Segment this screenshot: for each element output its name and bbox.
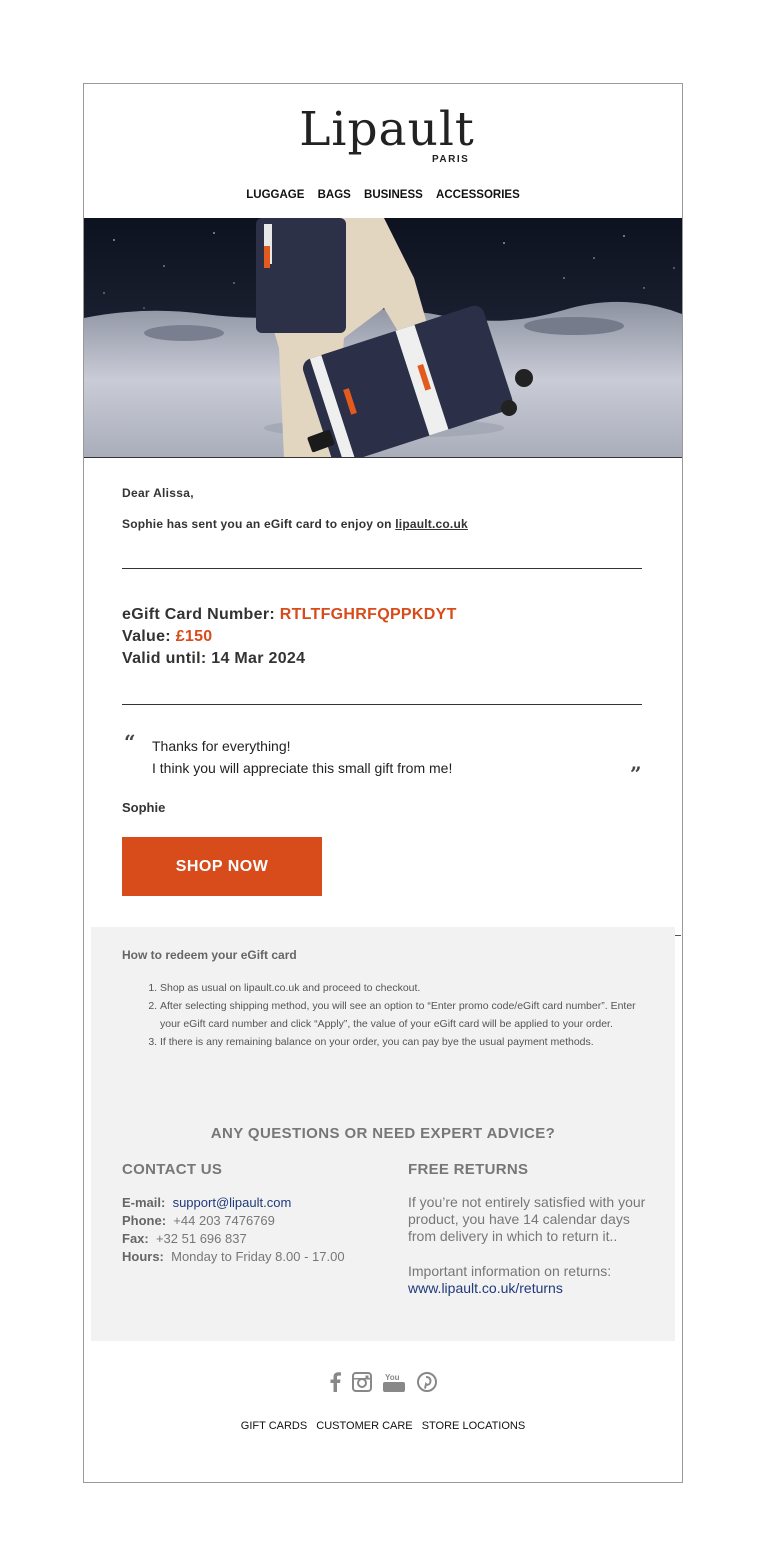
footer-links [84,1420,682,1432]
intro-link[interactable]: lipault.co.uk [395,517,468,531]
card-valid-date: 14 Mar 2024 [211,650,306,667]
redeem-step: 1. Shop as usual on lipault.co.uk and proceed to checkout. [160,979,650,997]
returns-text: If you’re not entirely satisfied with your product, you have 14 calendar days from delivery in which to return it.. [408,1194,646,1244]
returns-title: FREE RETURNS [408,1161,529,1178]
card-valid-label: Valid until: [122,650,212,667]
hours-value: Monday to Friday 8.00 - 17.00 [171,1249,345,1264]
info-panel [91,927,675,1341]
quote-line-2: I think you will appreciate this small gift from me! [152,760,453,776]
nav-accessories[interactable]: ACCESSORIES [436,189,520,201]
nav-luggage[interactable]: LUGGAGE [246,189,305,201]
card-value-label: Value: [122,628,176,645]
brand-wordmark: Lipault [299,102,475,157]
fax-label: Fax: [122,1231,149,1246]
card-value: £150 [175,628,213,645]
card-number: RTLTFGHRFQPPKDYT [279,606,457,623]
nav-business[interactable]: BUSINESS [364,189,423,201]
social-icons [84,1372,682,1397]
footer-gift-cards[interactable]: GIFT CARDS [240,1420,308,1432]
panel-corner-line [674,935,681,936]
contact-email-row [122,1194,345,1212]
quote-message [152,735,452,779]
facebook-icon[interactable] [329,1372,341,1397]
redeem-steps [160,979,650,1051]
hero-image[interactable] [84,218,682,458]
quote-line-1: Thanks for everything! [152,738,291,754]
card-valid-row [122,648,457,670]
redeem-step: 3. If there is any remaining balance on your order, you can pay bye the usual payment methods. [160,1033,650,1051]
youtube-you-text: You [385,1373,400,1382]
email-label: E-mail: [122,1195,166,1210]
intro-text [122,517,468,531]
divider-top [122,568,642,569]
returns-details [408,1194,648,1297]
brand-subtitle: PARIS [432,154,470,165]
contact-phone-row [122,1212,345,1230]
redeem-title: How to redeem your eGift card [122,948,297,962]
hours-label: Hours: [122,1249,164,1264]
redeem-step: 2. After selecting shipping method, you will see an option to “Enter promo code/eGift card number”. Enter your eGift card number and click “Apply”, the value of your eGift card will be applied to your order. [160,997,650,1033]
questions-heading: ANY QUESTIONS OR NEED EXPERT ADVICE? [210,1125,556,1142]
fax-value: +32 51 696 837 [155,1231,247,1246]
quote-sender: Sophie [122,800,166,815]
greeting: Dear Alissa, [122,486,194,500]
pinterest-icon[interactable] [417,1372,437,1397]
quote-open-icon: “ [124,730,136,754]
gift-card-details [122,604,457,670]
contact-details [122,1194,345,1266]
email-frame [83,83,683,1483]
phone-value: +44 203 7476769 [173,1213,275,1228]
returns-link[interactable]: www.lipault.co.uk/returns [408,1280,563,1296]
contact-fax-row [122,1230,345,1248]
phone-label: Phone: [122,1213,167,1228]
email-link[interactable]: support@lipault.com [172,1195,292,1210]
contact-title: CONTACT US [122,1161,223,1178]
footer-customer-care[interactable]: CUSTOMER CARE [316,1420,413,1432]
brand-logo[interactable] [84,102,682,157]
returns-info: Important information on returns: [408,1263,612,1279]
nav-bags[interactable]: BAGS [317,189,351,201]
intro-prefix: Sophie has sent you an eGift card to enjoy on [122,517,396,531]
card-value-row [122,626,457,648]
shop-now-button[interactable]: SHOP NOW [122,837,322,896]
contact-hours-row [122,1248,345,1266]
main-nav [84,189,682,201]
divider-bottom [122,704,642,705]
footer-store-locations[interactable]: STORE LOCATIONS [421,1420,526,1432]
hero-illustration [84,218,682,458]
card-number-label: eGift Card Number: [122,606,280,623]
quote-close-icon: ” [630,762,642,786]
instagram-icon[interactable] [352,1372,372,1397]
youtube-icon[interactable] [382,1372,406,1397]
card-number-row [122,604,457,626]
